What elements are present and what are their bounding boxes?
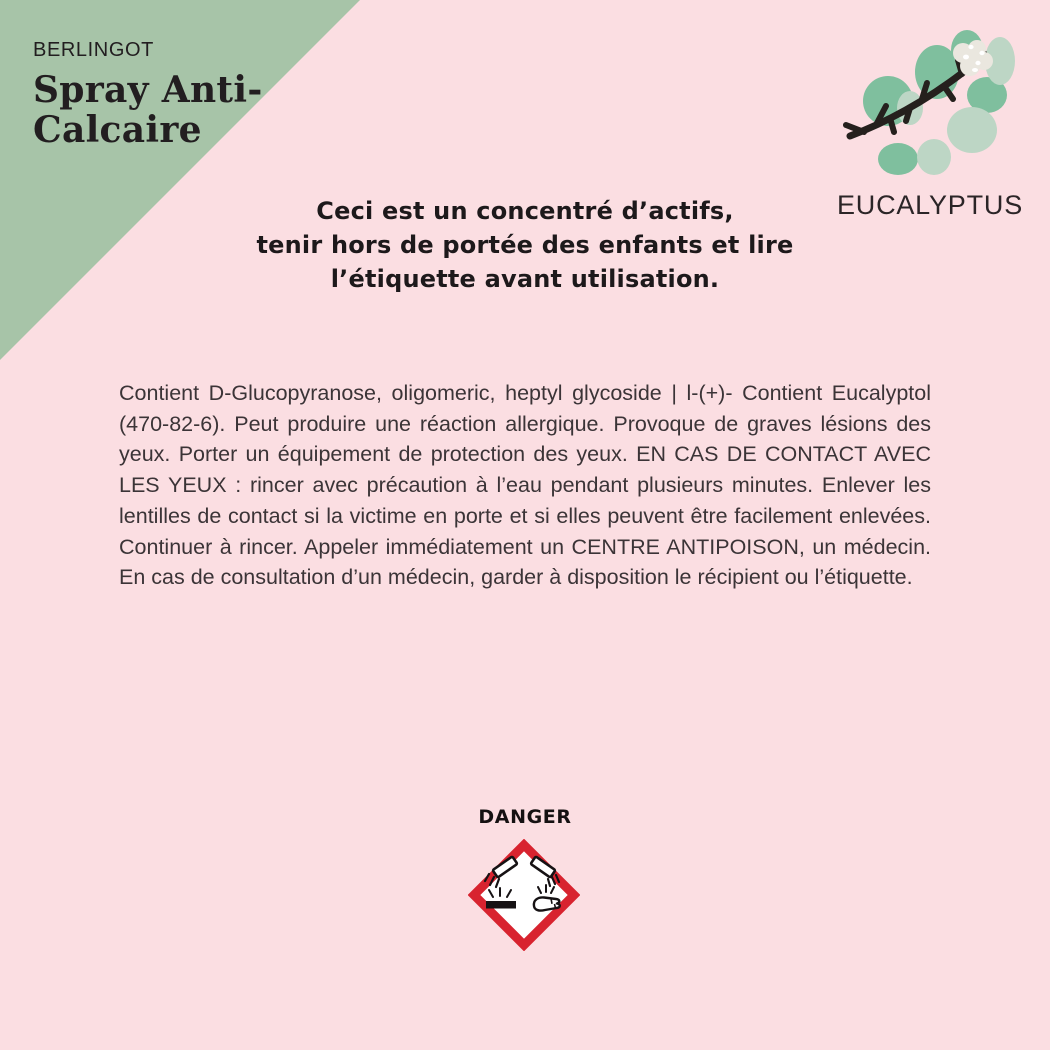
brand-name: BERLINGOT bbox=[33, 39, 154, 61]
concentrate-warning-line-2: tenir hors de portée des enfants et lire bbox=[256, 231, 794, 259]
safety-paragraph: Contient D-Glucopyranose, oligomeric, heptyl glycoside | l-(+)- Contient Eucalyptol (470-82-6). Peut produire une réaction allergique. Provoque de graves lésions des yeux. Porter un équipement de protection des yeux. EN CAS DE CONTACT AVEC LES YEUX : rincer avec précaution à l’eau pendant plusieurs minutes. Enlever les lentilles de contact si la victime en porte et si elles peuvent être facilement enlevées. Continuer à rincer. Appeler immédiatement un CENTRE ANTIPOISON, un médecin. En cas de consultation d’un médecin, garder à disposition le récipient ou l’étiquette. bbox=[119, 381, 931, 590]
product-title-line-1: Spray Anti- bbox=[33, 69, 263, 111]
ghs05-corrosion-icon bbox=[468, 839, 580, 951]
scent-label: EUCALYPTUS bbox=[836, 190, 1024, 220]
concentrate-warning-line-1: Ceci est un concentré d’actifs, bbox=[316, 197, 734, 225]
eucalyptus-branch-icon bbox=[832, 14, 1022, 179]
concentrate-warning bbox=[0, 194, 1050, 296]
concentrate-warning-line-3: l’étiquette avant utilisation. bbox=[330, 265, 720, 293]
product-title-line-2: Calcaire bbox=[33, 109, 202, 151]
product-title bbox=[33, 70, 333, 150]
brand-block bbox=[33, 38, 333, 150]
danger-signal-word: DANGER bbox=[478, 806, 572, 828]
